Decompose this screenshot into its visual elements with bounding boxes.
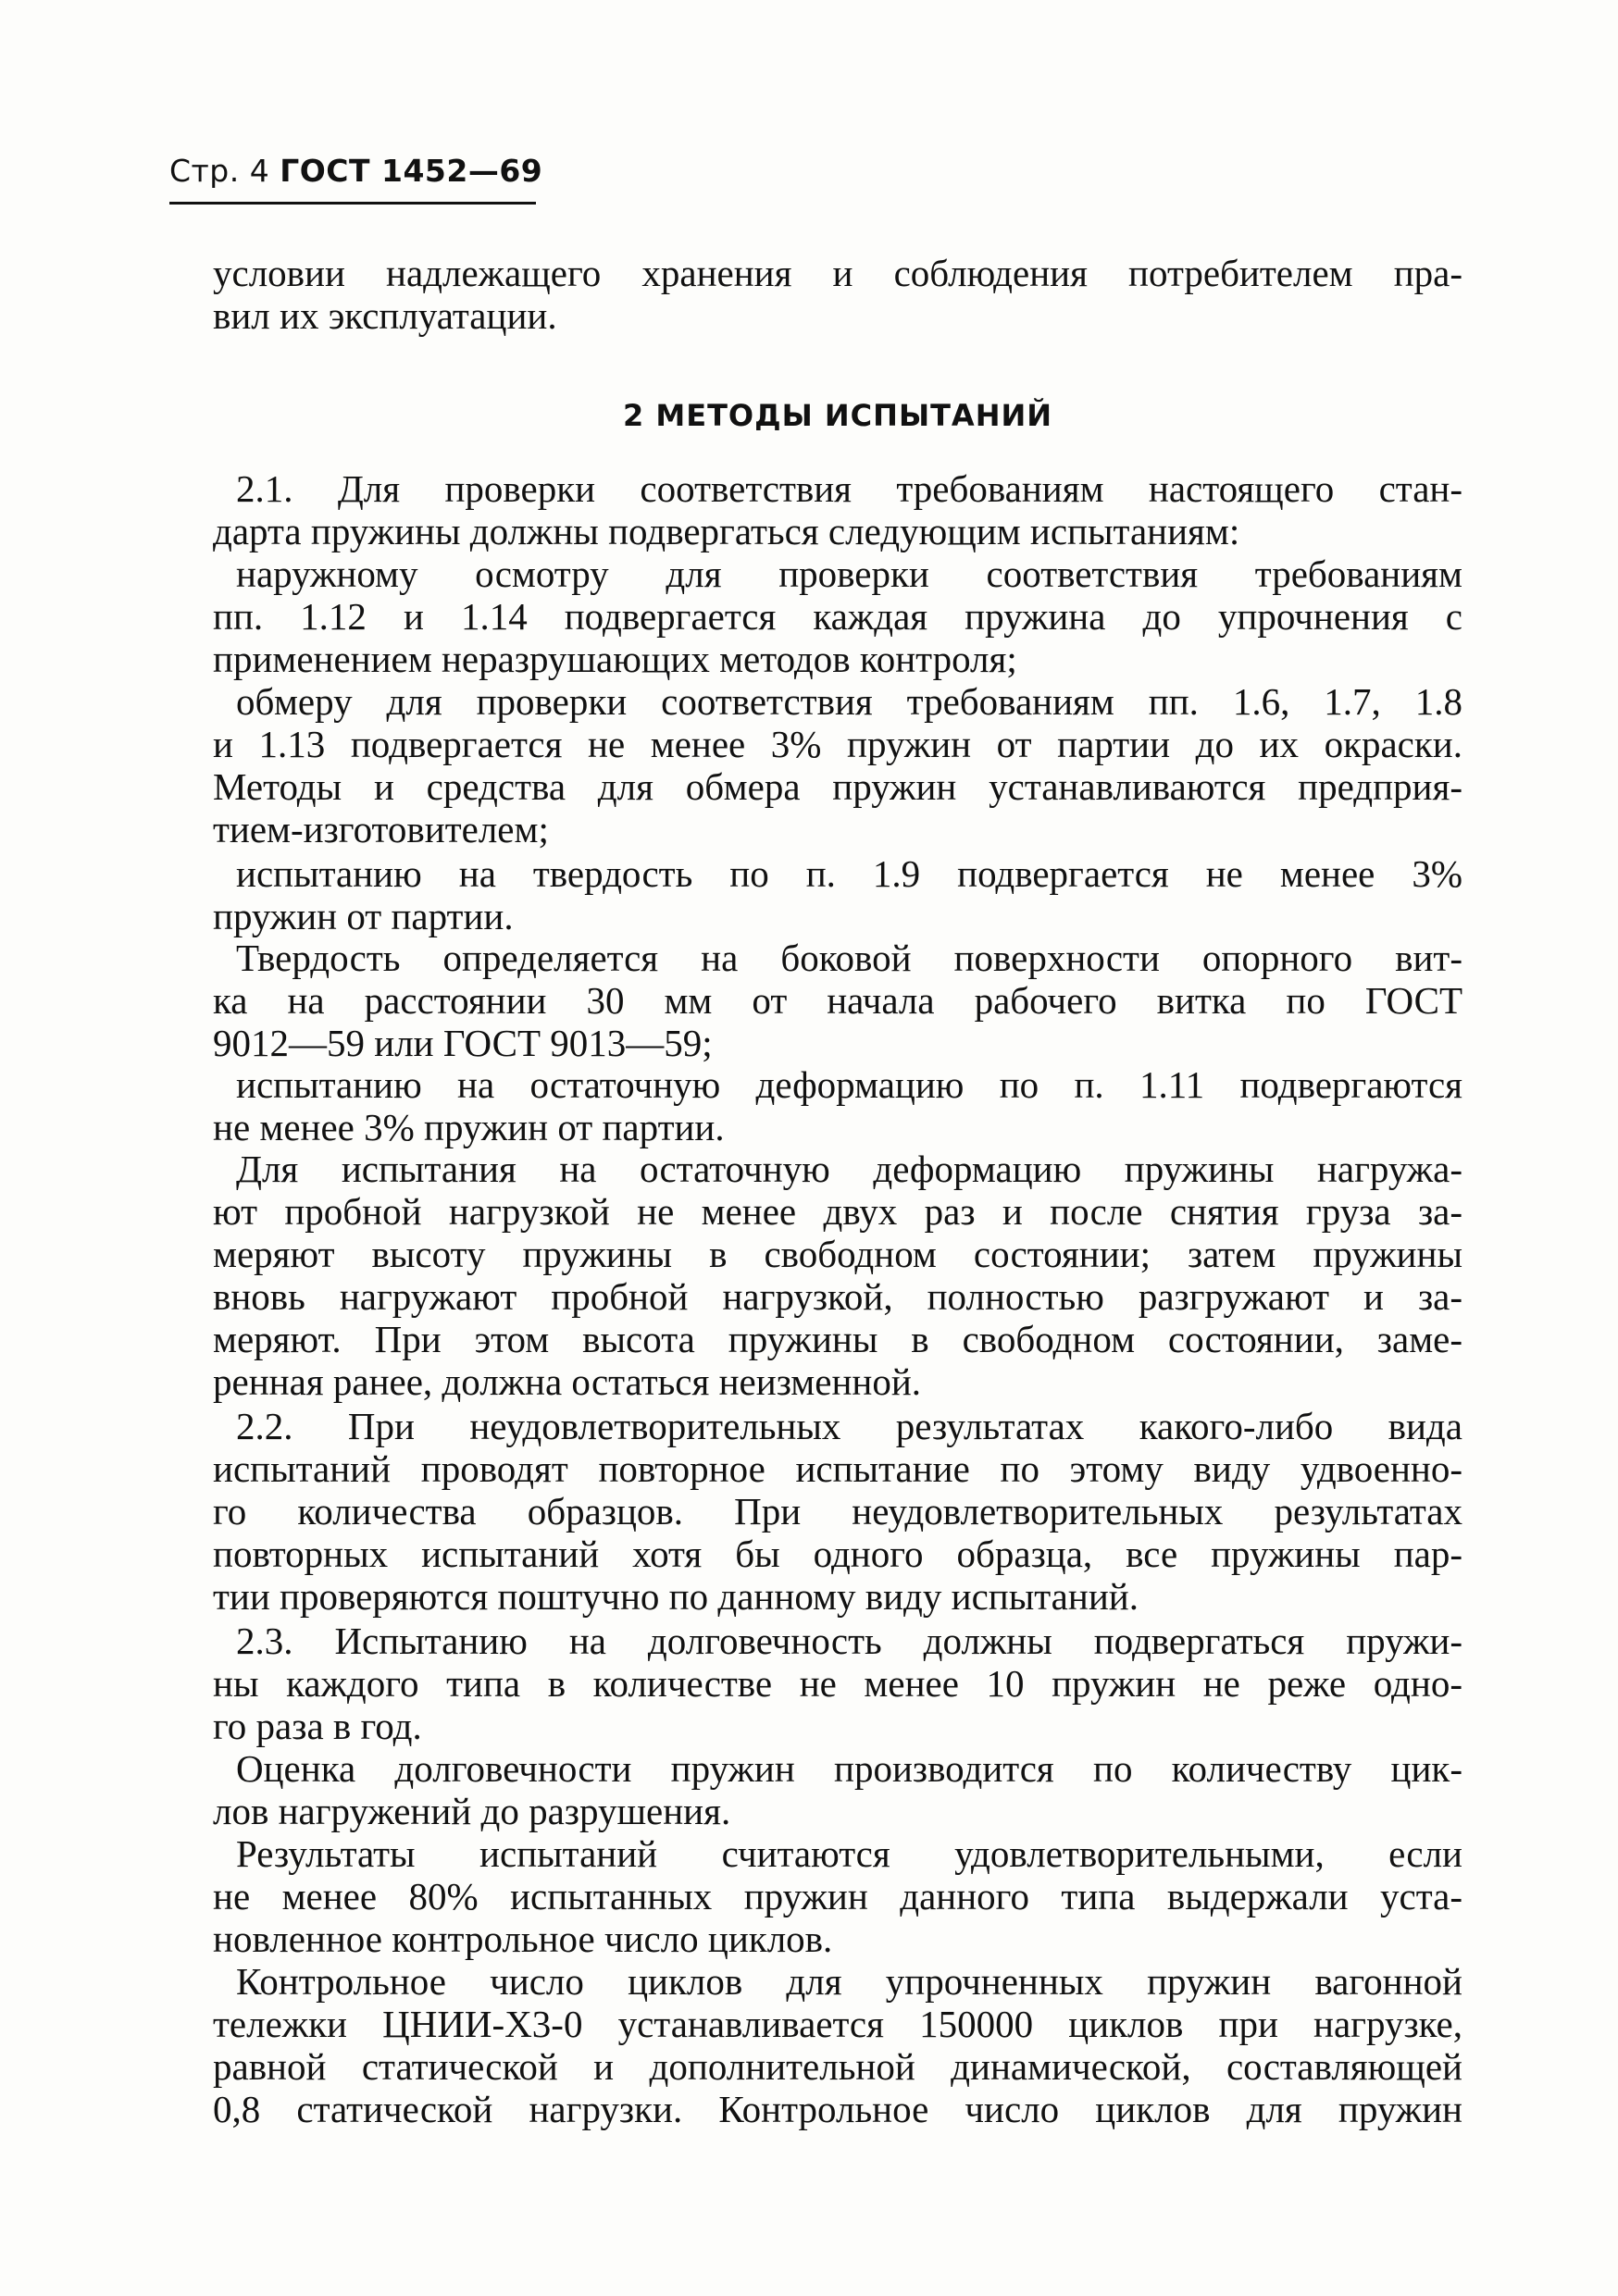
text-line: го раза в год. [213, 1705, 422, 1747]
text-line: Контрольное число циклов для упрочненных пружин вагонной [236, 1960, 1462, 2003]
text-line: дарта пружины должны подвергаться следующим испытаниям: [213, 510, 1240, 552]
paragraph-2-3 [213, 1620, 1462, 1747]
text-line: тии проверяются поштучно по данному виду испытаний. [213, 1575, 1139, 1618]
text-line: новленное контрольное число циклов. [213, 1917, 833, 1960]
text-line: 0,8 статической нагрузки. Контрольное число циклов для пружин [213, 2088, 1462, 2130]
text-line: лов нагружений до разрушения. [213, 1790, 731, 1832]
text-line: Твердость определяется на боковой поверхности опорного вит- [236, 937, 1462, 979]
text-line: обмеру для проверки соответствия требованиям пп. 1.6, 1.7, 1.8 [236, 680, 1462, 723]
section-title: 2 МЕТОДЫ ИСПЫТАНИЙ [622, 398, 1053, 433]
paragraph-hardness-location [213, 937, 1462, 1064]
text-line: го количества образцов. При неудовлетворительных результатах [213, 1490, 1462, 1533]
text-line: Результаты испытаний считаются удовлетворительными, если [236, 1832, 1462, 1875]
text-line: испытанию на остаточную деформацию по п. 1.11 подвергаются [236, 1063, 1462, 1106]
text-line: вил их эксплуатации. [213, 294, 557, 337]
text-line: 9012—59 или ГОСТ 9013—59; [213, 1022, 713, 1064]
text-line: пп. 1.12 и 1.14 подвергается каждая пружина до упрочнения с [213, 595, 1462, 638]
text-line: повторных испытаний хотя бы одного образца, все пружины пар- [213, 1533, 1462, 1575]
text-line: вновь нагружают пробной нагрузкой, полностью разгружают и за- [213, 1275, 1462, 1318]
text-line: ренная ранее, должна остаться неизменной. [213, 1360, 922, 1403]
text-line: условии надлежащего хранения и соблюдения потребителем пра- [213, 252, 1462, 294]
text-line: Методы и средства для обмера пружин устанавливаются предприя- [213, 765, 1462, 808]
paragraph-2-1 [213, 467, 1462, 552]
text-line: тием-изготовителем; [213, 808, 549, 850]
text-line: и 1.13 подвергается не менее 3% пружин от партии до их окраски. [213, 723, 1462, 765]
paragraph-test-results [213, 1832, 1462, 1960]
header-rule [169, 202, 536, 205]
text-line: 2.2. При неудовлетворительных результатах какого-либо вида [236, 1405, 1462, 1447]
text-line: испытаний проводят повторное испытание по этому виду удвоенно- [213, 1447, 1462, 1490]
paragraph-intro [213, 252, 1462, 337]
text-line: испытанию на твердость по п. 1.9 подвергается не менее 3% [236, 852, 1462, 895]
text-line: тележки ЦНИИ-Х3-0 устанавливается 150000 циклов при нагрузке, [213, 2003, 1462, 2045]
text-line: 2.1. Для проверки соответствия требованиям настоящего стан- [236, 467, 1462, 510]
text-line: ка на расстоянии 30 мм от начала рабочего витка по ГОСТ [213, 979, 1462, 1022]
text-line: ют пробной нагрузкой не менее двух раз и после снятия груза за- [213, 1190, 1462, 1233]
text-line: меряют. При этом высота пружины в свободном состоянии, заме- [213, 1318, 1462, 1360]
page-header [169, 153, 542, 189]
text-line: ны каждого типа в количестве не менее 10 пружин не реже одно- [213, 1662, 1462, 1705]
text-line: Для испытания на остаточную деформацию пружины нагружа- [236, 1148, 1462, 1190]
document-code: ГОСТ 1452—69 [280, 153, 543, 189]
text-line: 2.3. Испытанию на долговечность должны подвергаться пружи- [236, 1620, 1462, 1662]
text-line: применением неразрушающих методов контроля; [213, 638, 1017, 680]
text-line: наружному осмотру для проверки соответствия требованиям [236, 552, 1462, 595]
paragraph-durability-evaluation [213, 1747, 1462, 1832]
paragraph-2-2 [213, 1405, 1462, 1618]
text-line: Оценка долговечности пружин производится по количеству цик- [236, 1747, 1462, 1790]
text-line: равной статической и дополнительной динамической, составляющей [213, 2045, 1462, 2088]
paragraph-control-cycles [213, 1960, 1462, 2130]
text-line: не менее 3% пружин от партии. [213, 1106, 725, 1148]
text-line: пружин от партии. [213, 895, 514, 937]
page-number: Стр. 4 [169, 153, 270, 189]
paragraph-deformation-procedure [213, 1148, 1462, 1403]
text-line: не менее 80% испытанных пружин данного типа выдержали уста- [213, 1875, 1462, 1917]
paragraph-hardness [213, 852, 1462, 937]
text-line: меряют высоту пружины в свободном состоянии; затем пружины [213, 1233, 1462, 1275]
paragraph-visual-inspection [213, 552, 1462, 680]
paragraph-residual-deformation [213, 1063, 1462, 1148]
paragraph-measurement [213, 680, 1462, 850]
